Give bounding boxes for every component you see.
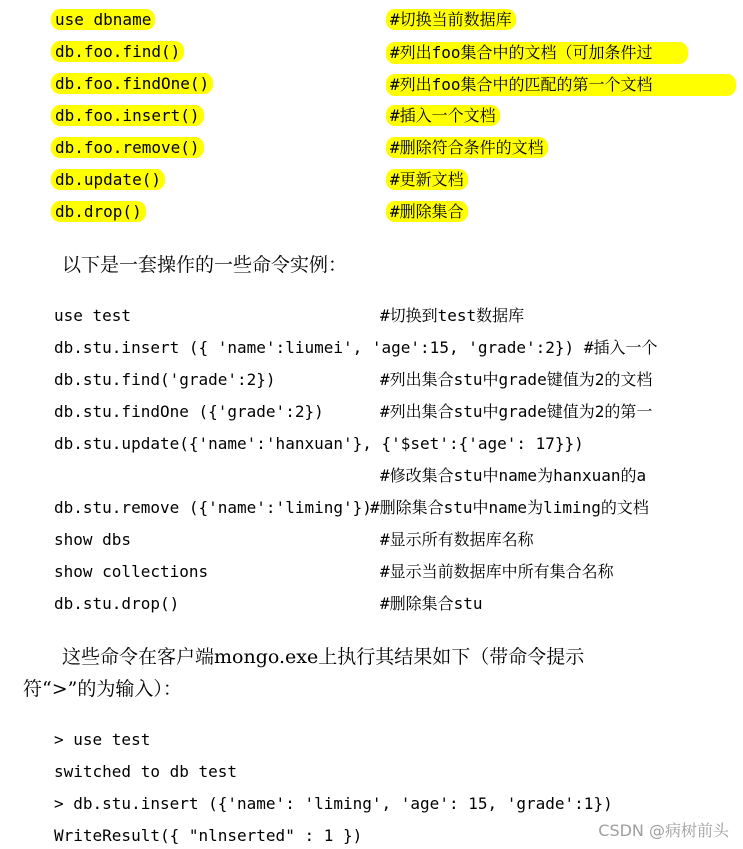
watermark: CSDN @病树前头 [598, 821, 729, 840]
command-text: show dbs [54, 530, 132, 549]
command-text: db.update() [51, 169, 165, 190]
intro-paragraph: 以下是一套操作的一些命令实例： [62, 254, 348, 276]
command-comment: #列出foo集合中的匹配的第一个文档 [390, 75, 653, 94]
command-comment: #更新文档 [386, 169, 468, 190]
command-text: db.stu.update({'name':'hanxuan'}, {'$set':{'age': 17}}) [54, 434, 584, 453]
result-paragraph-line1: 这些命令在客户端mongo.exe上执行其结果如下（带命令提示 [62, 646, 585, 668]
command-text: db.stu.drop() [54, 594, 180, 613]
command-comment: #显示当前数据库中所有集合名称 [380, 562, 614, 581]
console-line: > use test [54, 730, 151, 749]
command-comment: #列出集合stu中grade键值为2的文档 [380, 370, 653, 389]
command-comment: #列出集合stu中grade键值为2的第一 [380, 402, 653, 421]
command-comment: #切换到test数据库 [380, 306, 525, 325]
result-paragraph-line2: 符“>”的为输入）： [23, 678, 182, 700]
command-text: db.foo.findOne() [51, 73, 213, 94]
console-line: > db.stu.insert ({'name': 'liming', 'age': 15, 'grade':1}) [54, 794, 613, 813]
command-text: db.stu.findOne ({'grade':2}) [54, 402, 324, 421]
command-text: db.foo.insert() [51, 105, 204, 126]
command-text: use test [54, 306, 132, 325]
console-line: WriteResult({ "nlnserted" : 1 }) [54, 826, 363, 845]
command-text: db.foo.remove() [51, 137, 204, 158]
command-text: use dbname [51, 9, 155, 30]
command-text: db.stu.find('grade':2}) [54, 370, 276, 389]
command-text: db.foo.find() [51, 41, 184, 62]
command-comment: #切换当前数据库 [386, 9, 516, 30]
command-text: db.stu.remove ({'name':'liming'}) [54, 498, 372, 517]
command-comment: #删除集合 [386, 201, 468, 222]
command-comment: #修改集合stu中name为hanxuan的a [380, 466, 647, 485]
command-comment: #显示所有数据库名称 [380, 530, 534, 549]
command-text: db.drop() [51, 201, 146, 222]
command-comment: #插入一个 [583, 338, 658, 357]
command-text: db.stu.insert ({ 'name':liumei', 'age':15, 'grade':2}) [54, 338, 575, 357]
command-comment: #列出foo集合中的文档（可加条件过 [390, 43, 653, 62]
command-comment: #插入一个文档 [386, 105, 500, 126]
command-comment: #删除符合条件的文档 [386, 137, 548, 158]
command-comment: #删除集合stu [380, 594, 483, 613]
console-line: switched to db test [54, 762, 238, 781]
command-comment: #删除集合stu中name为liming的文档 [370, 498, 649, 517]
command-text: show collections [54, 562, 209, 581]
